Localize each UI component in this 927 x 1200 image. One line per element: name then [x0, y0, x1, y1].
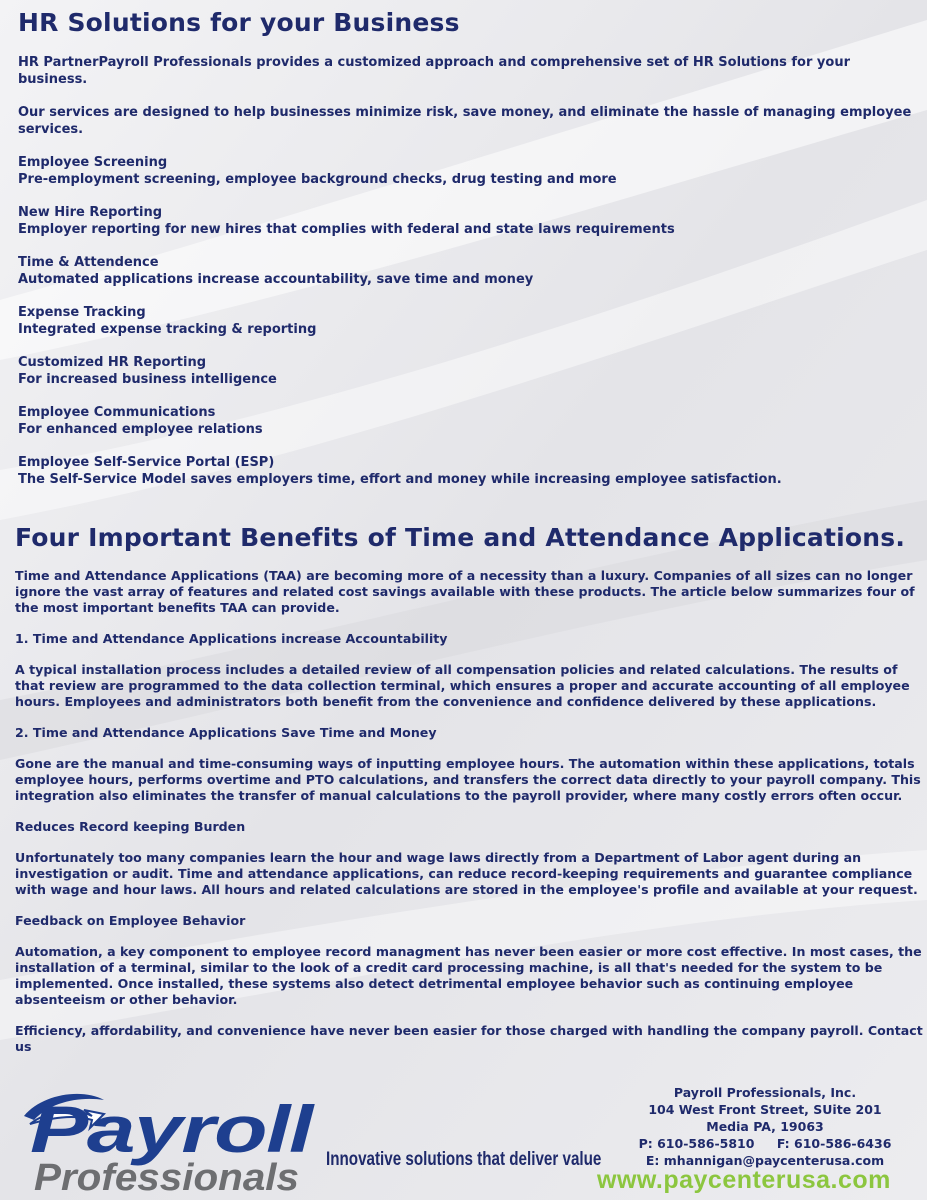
service-description: For increased business intelligence [18, 371, 277, 387]
service-description: Integrated expense tracking & reporting [18, 321, 317, 337]
service-item [18, 155, 918, 188]
service-name: Employee Screening [18, 155, 168, 170]
page-title: HR Solutions for your Business [18, 8, 460, 37]
company-name: Payroll Professionals, Inc. [673, 1085, 857, 1100]
service-description: For enhanced employee relations [18, 421, 263, 437]
service-item [18, 205, 918, 238]
contact-info [620, 1084, 910, 1169]
phone-fax-row [620, 1135, 910, 1152]
service-description: Employer reporting for new hires that complies with federal and state laws requirements [18, 221, 675, 237]
article-closing: Efficiency, affordability, and convenience have never been easier for those charged with handling the company payroll. Contact us [15, 1023, 923, 1054]
service-description: Pre-employment screening, employee background checks, drug testing and more [18, 171, 617, 187]
article-body [15, 568, 925, 1070]
address-line-2: Media PA, 19063 [706, 1119, 824, 1134]
service-item [18, 455, 918, 488]
service-name: Time & Attendence [18, 255, 159, 270]
service-item [18, 355, 918, 388]
footer [0, 1075, 927, 1200]
tagline: Innovative solutions that deliver value [326, 1149, 602, 1170]
intro-paragraph-1: HR PartnerPayroll Professionals provides a customized approach and comprehensive set of HR Solutions for your business. [18, 55, 850, 87]
article-heading-3: Reduces Record keeping Burden [15, 819, 246, 834]
email-address[interactable]: E: mhannigan@paycenterusa.com [645, 1153, 885, 1168]
service-item [18, 305, 918, 338]
website-link[interactable]: www.paycenterusa.com [597, 1166, 891, 1194]
service-name: Employee Self-Service Portal (ESP) [18, 455, 275, 470]
intro-paragraph-2: Our services are designed to help businesses minimize risk, save money, and eliminate the hassle of managing employee services. [18, 105, 912, 137]
service-name: Expense Tracking [18, 305, 146, 320]
phone-number: P: 610-586-5810 [638, 1136, 755, 1151]
hr-intro [18, 55, 918, 488]
article-heading-1: 1. Time and Attendance Applications increase Accountability [15, 631, 448, 646]
service-name: New Hire Reporting [18, 205, 163, 220]
service-name: Employee Communications [18, 405, 216, 420]
service-name: Customized HR Reporting [18, 355, 207, 370]
article-paragraph-1: A typical installation process includes a detailed review of all compensation policies and related calculations. The results of that review are programmed to the data collection terminal, which ensures a proper and accurate accounting of all employee hours. Employees and administrators both benefit from the convenience and confidence delivered by these applications. [15, 662, 910, 709]
service-description: The Self-Service Model saves employers time, effort and money while increasing employee satisfaction. [18, 471, 782, 487]
logo-word-payroll: Payroll [30, 1092, 316, 1166]
service-item [18, 255, 918, 288]
service-description: Automated applications increase accountability, save time and money [18, 271, 534, 287]
article-paragraph-2: Gone are the manual and time-consuming ways of inputting employee hours. The automation within these applications, totals employee hours, performs overtime and PTO calculations, and transfers the correct data directly to your payroll company. This integration also eliminates the transfer of manual calculations to the payroll provider, where many costly errors often occur. [15, 756, 921, 803]
address-line-1: 104 West Front Street, SUite 201 [648, 1102, 882, 1117]
service-item [18, 405, 918, 438]
article-heading-4: Feedback on Employee Behavior [15, 913, 246, 928]
article-paragraph-3: Unfortunately too many companies learn the hour and wage laws directly from a Department of Labor agent during an investigation or audit. Time and attendance applications, can reduce record-keeping requirements and guarantee compliance with wage and hour laws. All hours and related calculations are stored in the employee's profile and available at your request. [15, 850, 918, 897]
article-title: Four Important Benefits of Time and Attendance Applications. [15, 523, 906, 552]
article-heading-2: 2. Time and Attendance Applications Save Time and Money [15, 725, 437, 740]
payroll-professionals-logo [20, 1080, 320, 1195]
fax-number: F: 610-586-6436 [776, 1136, 892, 1151]
logo-word-professionals: Professionals [34, 1157, 299, 1195]
article-paragraph-4: Automation, a key component to employee record managment has never been easier or more cost effective. In most cases, the installation of a terminal, similar to the look of a credit card processing machine, is all that's needed for the system to be implemented. Once installed, these systems also detect detrimental employee behavior such as continuing employee absenteeism or other behavior. [15, 944, 922, 1007]
article-intro: Time and Attendance Applications (TAA) are becoming more of a necessity than a luxury. Companies of all sizes can no longer ignore the vast array of features and related cost savings available with these products. The article below summarizes four of the most important benefits TAA can provide. [15, 568, 915, 615]
